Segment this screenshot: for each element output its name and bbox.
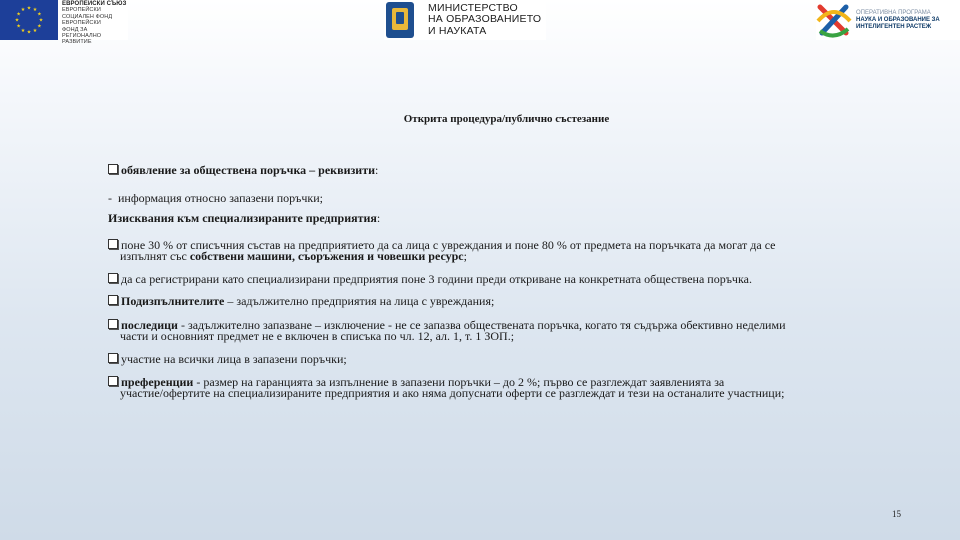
checkbox-bullet-icon xyxy=(108,164,118,174)
eu-logo-line: ФОНД ЗА РЕГИОНАЛНО xyxy=(62,26,102,40)
item-text: информация относно запазени поръчки; xyxy=(118,191,324,205)
item-bold: собствени машини, съоръжения и човешки ресурс xyxy=(189,249,464,263)
eu-logo-text xyxy=(58,0,128,46)
item-text: участие на всички лица в запазени поръчки; xyxy=(121,352,347,366)
ministry-line: И НАУКАТА xyxy=(428,24,487,37)
program-line: ИНТЕЛИГЕНТЕН РАСТЕЖ xyxy=(856,23,932,30)
list-item xyxy=(108,239,776,262)
eu-star-icon: ★ xyxy=(26,30,32,36)
eu-logo xyxy=(0,0,128,46)
slide-title: Открита процедура/публично състезание xyxy=(403,113,610,125)
heading-tail: : xyxy=(376,211,381,225)
eu-logo-line: ЕВРОПЕЙСКИ xyxy=(62,7,101,14)
eu-logo-title: ЕВРОПЕЙСКИ СЪЮЗ xyxy=(62,1,127,7)
item-continuation: части и основният предмет не е включен в списъка по чл. 12, ал. 1, т. 1 ЗОП.; xyxy=(120,329,515,343)
item-bold: последици xyxy=(121,318,178,332)
eu-flag-icon xyxy=(0,0,58,40)
ministry-line: МИНИСТЕРСТВО xyxy=(428,1,518,14)
ministry-line: НА ОБРАЗОВАНИЕТО xyxy=(428,13,542,26)
program-logo xyxy=(816,0,960,40)
page-number: 15 xyxy=(892,509,901,519)
book-icon xyxy=(386,2,414,38)
checkbox-bullet-icon xyxy=(108,295,118,305)
eu-star-icon: ★ xyxy=(14,18,20,24)
eu-star-icon: ★ xyxy=(16,12,21,18)
checkbox-bullet-icon xyxy=(108,239,118,249)
list-item xyxy=(108,273,752,285)
item-text: : xyxy=(375,163,379,177)
eu-star-icon: ★ xyxy=(20,8,26,14)
item-text: - задължително запазване – изключение - не се запазва обществената поръчка, когато тя съдържа обективно неделими xyxy=(177,318,786,332)
ministry-logo xyxy=(384,0,546,40)
program-logo-text xyxy=(856,10,940,31)
item-continuation: участие/офертите на специализираните предприятия и ако няма допуснати оферти се разглеждат и тези на останалите участници; xyxy=(120,386,785,400)
item-text: – задължително предприятия на лица с увреждания; xyxy=(224,294,495,308)
list-item xyxy=(108,376,785,399)
item-text: изпълнят със xyxy=(120,249,190,263)
eu-logo-line: ЕВРОПЕЙСКИ xyxy=(62,20,101,27)
checkbox-bullet-icon xyxy=(108,376,118,386)
item-bold: Подизпълнителите xyxy=(121,294,225,308)
eu-star-icon: ★ xyxy=(32,28,38,34)
eu-star-icon: ★ xyxy=(26,6,32,12)
item-text: да са регистрирани като специализирани предприятия поне 3 години преди откриване на конкретната обществена поръчка. xyxy=(121,272,752,286)
ministry-logo-text xyxy=(428,3,541,38)
list-item xyxy=(108,353,347,365)
item-bold: преференции xyxy=(121,375,194,389)
eu-star-icon: ★ xyxy=(38,18,44,24)
dash-marker: - xyxy=(108,191,112,205)
list-item xyxy=(108,192,323,204)
item-text: поне 30 % от списъчния състав на предприятието да са лица с увреждания и поне 80 % от предмета на поръчката да могат да се xyxy=(121,238,776,252)
item-bold: обявление за обществена поръчка – реквизити xyxy=(121,163,376,177)
eu-logo-line: СОЦИАЛЕН ФОНД xyxy=(62,13,113,20)
list-item xyxy=(108,295,494,307)
eu-logo-line: РАЗВИТИЕ xyxy=(62,39,92,46)
item-text: - размер на гаранцията за изпълнение в запазени поръчки – до 2 %; първо се разглеждат заявленията за xyxy=(193,375,725,389)
eu-star-icon: ★ xyxy=(37,24,42,30)
checkbox-bullet-icon xyxy=(108,319,118,329)
checkbox-bullet-icon xyxy=(108,273,118,283)
eu-star-icon: ★ xyxy=(37,12,42,18)
program-line: ОПЕРАТИВНА ПРОГРАМА xyxy=(856,9,931,16)
list-item xyxy=(108,164,378,176)
item-text: ; xyxy=(463,249,467,263)
list-item xyxy=(108,319,786,342)
eu-star-icon: ★ xyxy=(20,28,26,34)
program-swirl-icon xyxy=(816,1,852,39)
checkbox-bullet-icon xyxy=(108,353,118,363)
program-line: НАУКА И ОБРАЗОВАНИЕ ЗА xyxy=(856,16,940,23)
eu-star-icon: ★ xyxy=(16,24,21,30)
eu-star-icon: ★ xyxy=(32,8,38,14)
section-heading xyxy=(108,212,380,224)
heading-text: Изисквания към специализираните предприятия xyxy=(108,211,377,225)
